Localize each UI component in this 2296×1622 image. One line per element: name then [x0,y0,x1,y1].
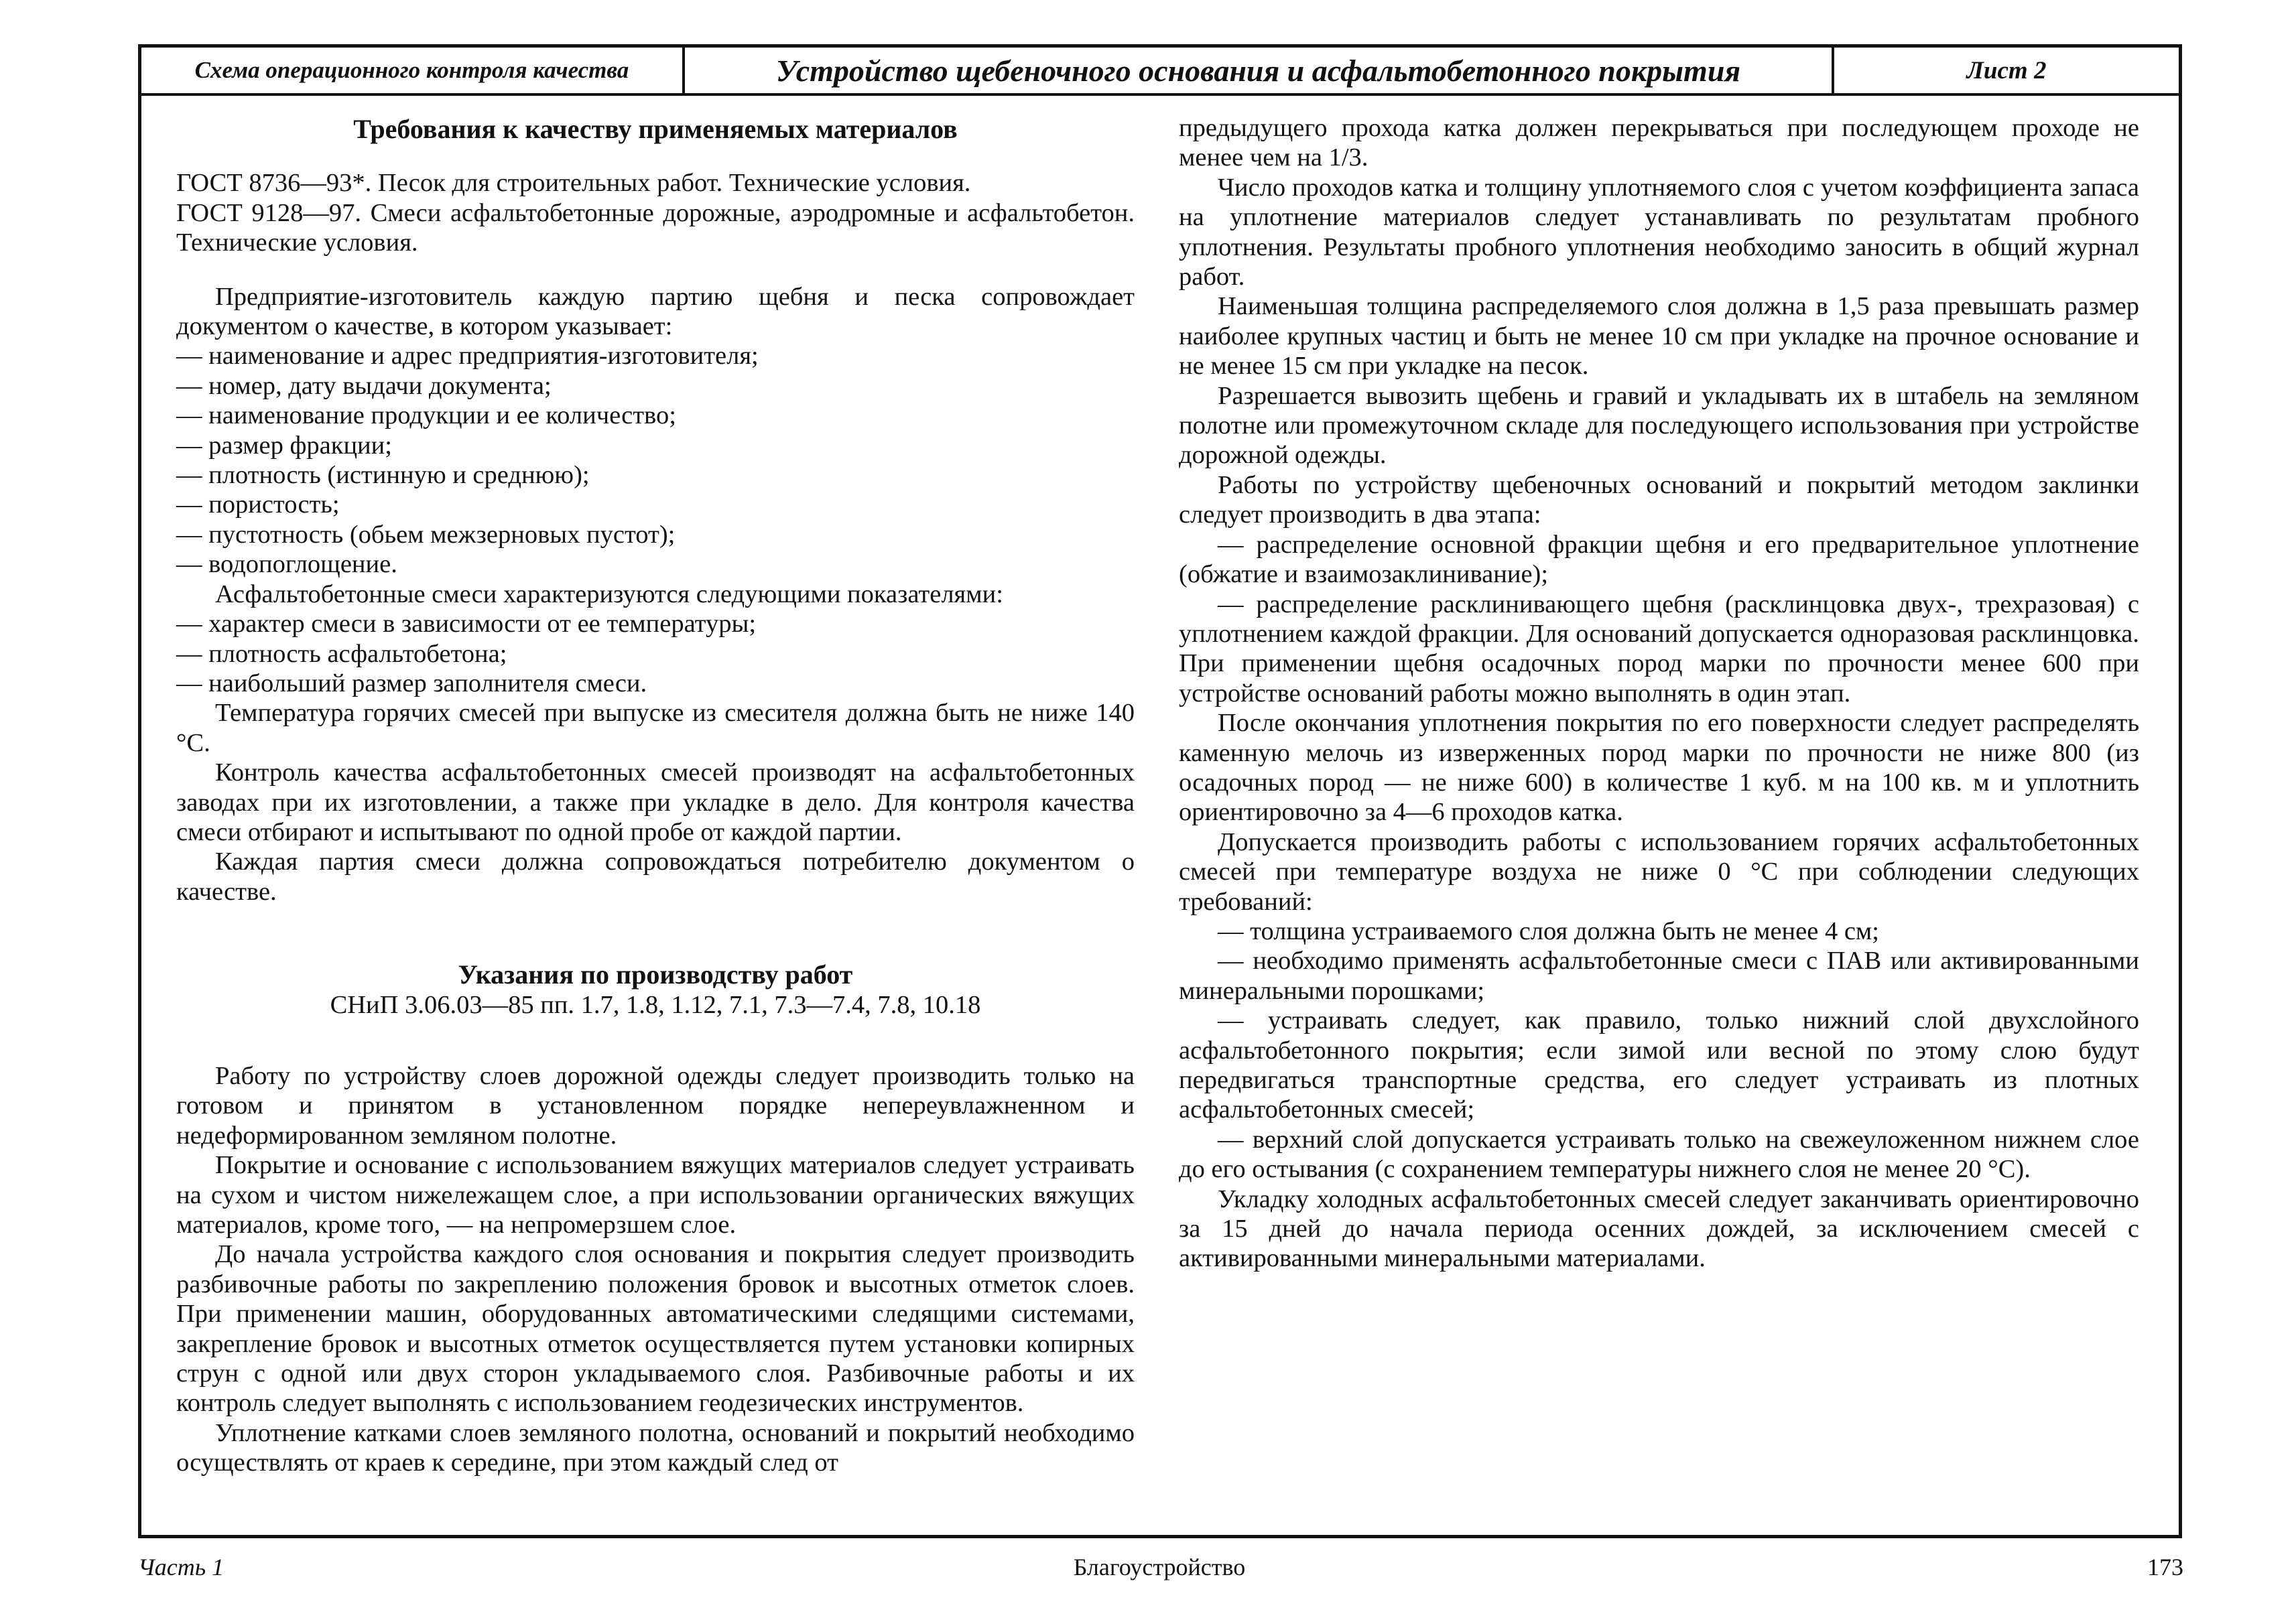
title-block [141,48,2179,96]
snip-reference: СНиП 3.06.03—85 пп. 1.7, 1.8, 1.12, 7.1, 7.3—7.4, 7.8, 10.18 [330,990,981,1019]
list-item: — наименование продукции и ее количество; [176,401,676,430]
paragraph: До начала устройства каждого слоя основания и покрытия следует производить разбивочные работы по закреплению положения бровок и высотных отметок слоев. При применении машин, оборудованных автоматическими следящими системами, закрепление бровок и высотных отметок осуществляется путем установки копирных струн с одной или двух сторон укладываемого слоя. Разбивочные работы и их контроль следует выполнять с использованием геодезических инструментов. [176,1240,1135,1418]
works-heading: Указания по производству работ [458,959,853,990]
list-item: — размер фракции; [176,431,392,460]
list-item: — характер смеси в зависимости от ее температуры; [176,610,757,638]
document-title: Устройство щебеночного основания и асфальтобетонного покрытия [685,48,1834,93]
paragraph: Уплотнение катками слоев земляного полотна, оснований и покрытий необходимо осуществлять от краев к середине, при этом каждый след от [176,1418,1135,1477]
paragraph: Разрешается вывозить щебень и гравий и укладывать их в штабель на земляном полотне или промежуточном складе для последующего использования при устройстве дорожной одежды. [1179,381,2139,470]
left-column [176,115,1135,1523]
paragraph: После окончания уплотнения покрытия по его поверхности следует распределять каменную мелочь из изверженных пород марки по прочности не ниже 800 (из осадочных пород — не ниже 600) в количестве 1 куб. м на 100 кв. м и уплотнить ориентировочно за 4—6 проходов катка. [1179,709,2139,827]
paragraph: Контроль качества асфальтобетонных смесей производят на асфальтобетонных заводах при их изготовлении, а также при укладке в дело. Для контроля качества смеси отбирают и испытывают по одной пробе от каждой партии. [176,758,1135,846]
page-frame [138,44,2182,1538]
footer-part: Часть 1 [138,1554,225,1580]
sheet-number: Лист 2 [1966,56,2047,84]
paragraph: Каждая партия смеси должна сопровождаться потребителю документом о качестве. [176,848,1135,906]
paragraph: Покрытие и основание с использованием вяжущих материалов следует устраивать на сухом и чистом нижележащем слое, а при использовании органических вяжущих материалов, кроме того, — на непромерзшем слое. [176,1151,1135,1239]
paragraph: — толщина устраиваемого слоя должна быть не менее 4 см; [1218,917,1879,945]
gost-9128: ГОСТ 9128—97. Смеси асфальтобетонные дорожные, аэродромные и асфальтобетон. Технические условия. [176,198,1135,257]
right-column [1179,113,2139,1523]
materials-heading: Требования к качеству применяемых материалов [353,114,958,144]
paragraph: — распределение основной фракции щебня и его предварительное уплотнение (обжатие и взаимозаклинивание); [1179,530,2139,589]
paragraph: Укладку холодных асфальтобетонных смесей следует заканчивать ориентировочно за 15 дней до начала периода осенних дождей, за исключением смесей с активированными минеральными материалами. [1179,1185,2139,1273]
paragraph: Температура горячих смесей при выпуске из смесителя должна быть не ниже 140 °С. [176,699,1135,757]
list-item: — номер, дату выдачи документа; [176,371,552,400]
list-item: — наименование и адрес предприятия-изготовителя; [176,342,759,370]
list-item: — пустотность (обьем межзерновых пустот); [176,520,676,549]
paragraph: — верхний слой допускается устраивать только на свежеуложенном нижнем слое до его остывания (с сохранением температуры нижнего слоя не менее 20 °С). [1179,1125,2139,1184]
list-item: — плотность асфальтобетона; [176,639,507,668]
paragraph: Асфальтобетонные смеси характеризуются следующими показателями: [215,580,1003,608]
list-item: — наибольший размер заполнителя смеси. [176,669,647,697]
list-item: — водопоглощение. [176,550,397,579]
paragraph: Предприятие-изготовитель каждую партию щебня и песка сопровождает документом о качестве, в котором указывает: [176,282,1135,341]
paragraph: — необходимо применять асфальтобетонные смеси с ПАВ или активированными минеральными порошками; [1179,947,2139,1005]
paragraph: предыдущего прохода катка должен перекрываться при последующем проходе не менее чем на 1/3. [1179,114,2139,172]
list-item: — пористость; [176,490,340,519]
paragraph: Работу по устройству слоев дорожной одежды следует производить только на готовом и принятом в установленном порядке непереувлажненном и недеформированном земляном полотне. [176,1061,1135,1150]
list-item: — плотность (истинную и среднюю); [176,461,590,490]
scheme-label: Схема операционного контроля качества [141,48,685,93]
footer-section: Благоустройство [1073,1554,1246,1580]
paragraph: Допускается производить работы с использованием горячих асфальтобетонных смесей при температуре воздуха не ниже 0 °С при соблюдении следующих требований: [1179,827,2139,916]
paragraph: Наименьшая толщина распределяемого слоя должна в 1,5 раза превышать размер наиболее крупных частиц и быть не менее 10 см при укладке на прочное основание и не менее 15 см при укладке на песок. [1179,292,2139,381]
paragraph: — распределение расклинивающего щебня (расклинцовка двух-, трехразовая) с уплотнением каждой фракции. Для оснований допускается одноразовая расклинцовка. При применении щебня осадочных пород марки по прочности менее 600 при устройстве оснований работы можно выполнять в один этап. [1179,590,2139,707]
gost-8736: ГОСТ 8736—93*. Песок для строительных работ. Технические условия. [176,169,971,198]
paragraph: Работы по устройству щебеночных оснований и покрытий методом заклинки следует производить в два этапа: [1179,470,2139,529]
paragraph: — устраивать следует, как правило, только нижний слой двухслойного асфальтобетонного покрытия; если зимой или весной по этому слою будут передвигаться транспортные средства, его следует устраивать из плотных асфальтобетонных смесей; [1179,1006,2139,1124]
page-number: 173 [2147,1554,2183,1580]
paragraph: Число проходов катка и толщину уплотняемого слоя с учетом коэффициента запаса на уплотнение материалов следует устанавливать по результатам пробного уплотнения. Результаты пробного уплотнения необходимо заносить в общий журнал работ. [1179,173,2139,291]
